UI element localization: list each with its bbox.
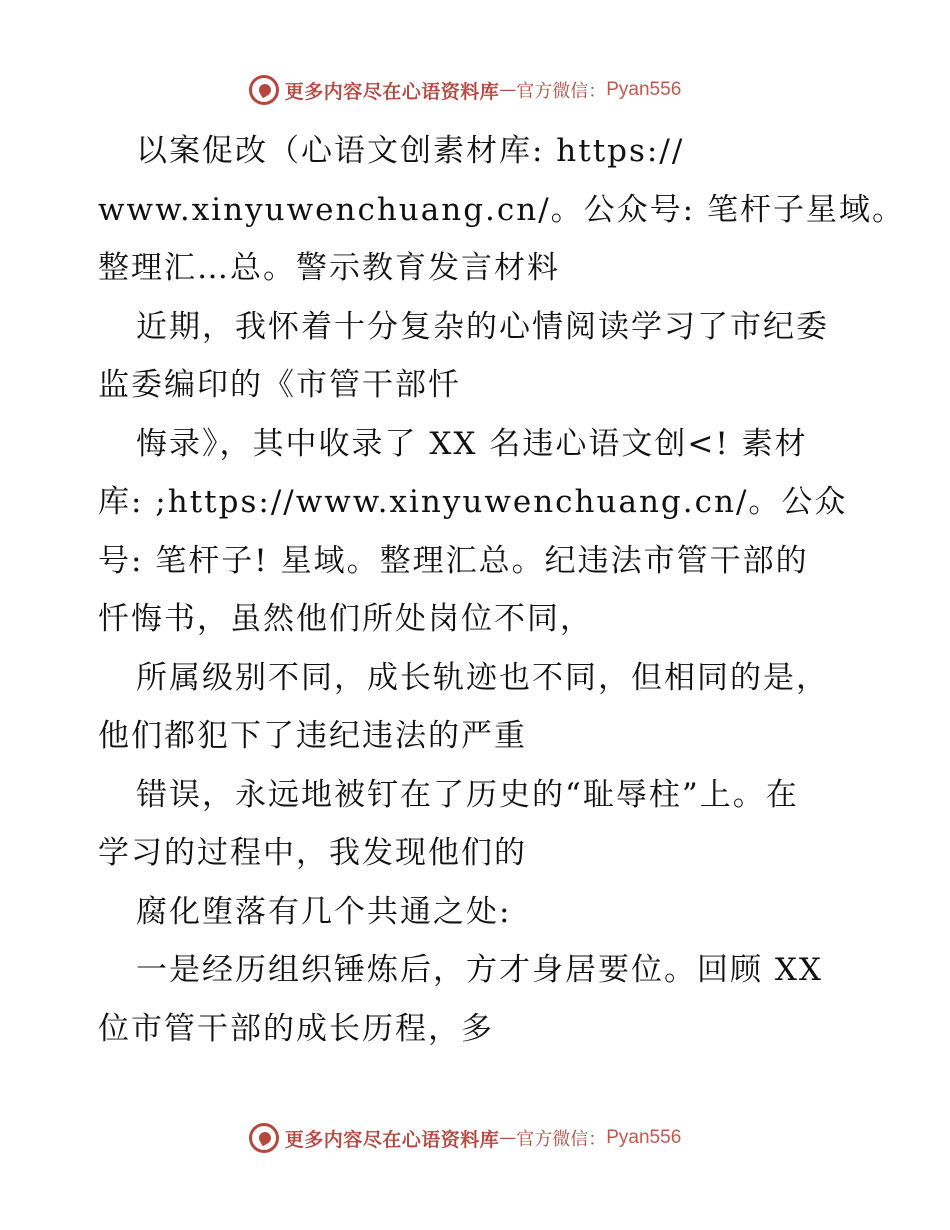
text-line: 近期，我怀着十分复杂的心情阅读学习了市纪委 xyxy=(136,308,829,345)
text-line: 错误，永远地被钉在了历史的“耻辱柱”上。在 xyxy=(136,776,799,813)
header-banner xyxy=(0,70,950,110)
footer-wechat-id: Pyan556 xyxy=(606,1127,682,1148)
text-line: 悔录》，其中收录了 XX 名违心语文创<! 素材 xyxy=(136,425,808,462)
text-line: 号: 笔杆子! 星域。整理汇总。纪违法市管干部的 xyxy=(98,542,809,579)
text-line: 学习的过程中，我发现他们的 xyxy=(98,835,527,871)
header-wechat-id: Pyan556 xyxy=(606,79,682,100)
text-line: 整理汇…总。警示教育发言材料 xyxy=(98,250,560,286)
footer-separator: — xyxy=(499,1128,517,1148)
header-separator: — xyxy=(499,80,517,100)
brand-logo-icon xyxy=(249,75,279,105)
text-line: www.xinyuwenchuang.cn/。公众号: 笔杆子星域。 xyxy=(98,191,905,228)
text-line: 一是经历组织锤炼后，方才身居要位。回顾 XX xyxy=(136,952,823,988)
text-line: 库: ;https://www.xinyuwenchuang.cn/。公众 xyxy=(98,484,848,520)
text-line: 以案促改（心语文创素材库: https:// xyxy=(136,133,685,169)
text-line: 他们都犯下了违纪违法的严重 xyxy=(98,718,527,754)
footer-wechat-label: 官方微信： xyxy=(516,1129,607,1150)
brand-logo-icon xyxy=(249,1123,279,1153)
text-line: 位市管干部的成长历程，多 xyxy=(98,1010,494,1047)
document-body xyxy=(98,122,905,1058)
text-line: 忏悔书，虽然他们所处岗位不同， xyxy=(98,601,593,637)
text-line: 所属级别不同，成长轨迹也不同，但相同的是， xyxy=(136,659,829,696)
text-line: 监委编印的《市管干部忏 xyxy=(98,367,461,403)
text-line: 腐化堕落有几个共通之处: xyxy=(136,893,512,930)
header-banner-text: 更多内容尽在心语资料库 xyxy=(284,80,500,103)
footer-banner xyxy=(0,1118,950,1158)
footer-banner-text: 更多内容尽在心语资料库 xyxy=(284,1128,500,1151)
header-wechat-label: 官方微信： xyxy=(516,81,607,102)
